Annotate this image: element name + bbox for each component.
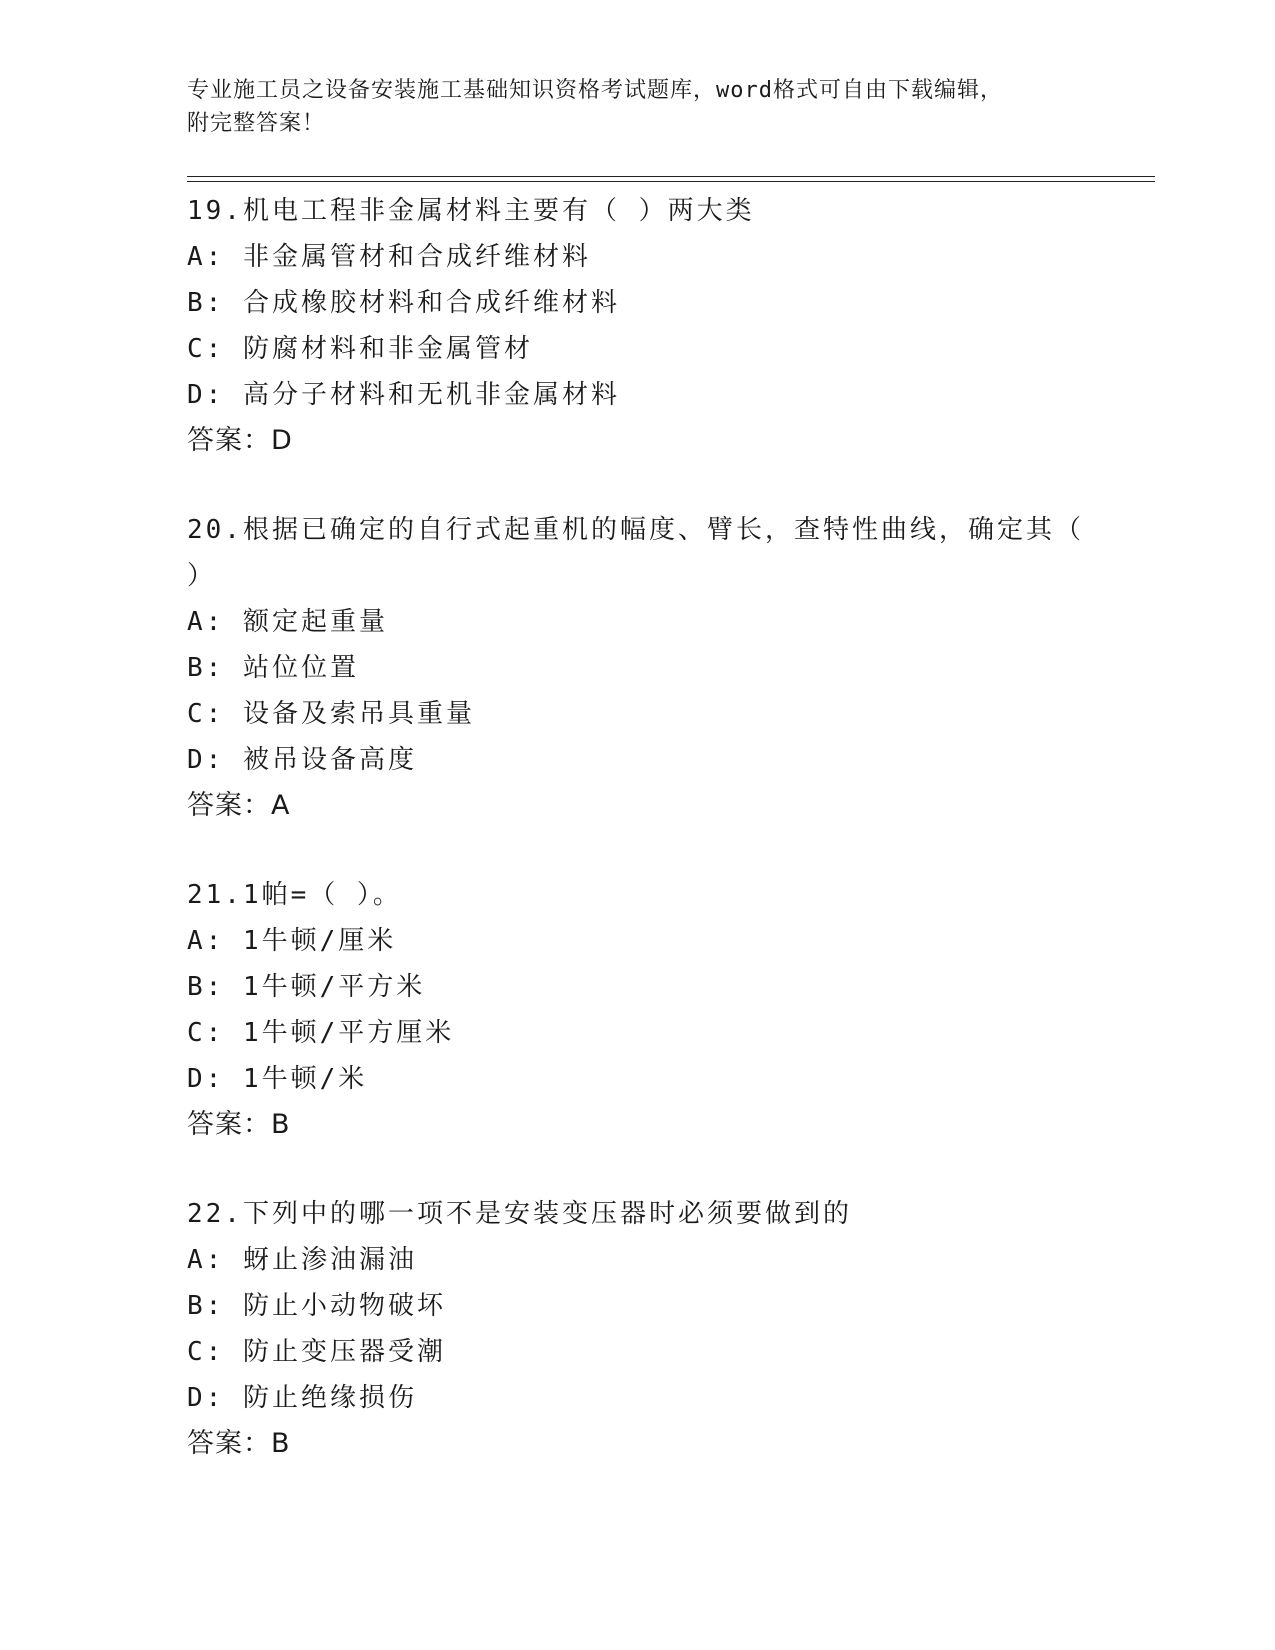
question-19 — [187, 188, 1087, 464]
option-c: C: 设备及索吊具重量 — [187, 699, 475, 729]
option-b: B: 1牛顿/平方米 — [187, 972, 426, 1002]
option-a: A: 蚜止渗油漏油 — [187, 1245, 417, 1275]
option-b: B: 防止小动物破坏 — [187, 1291, 446, 1321]
answer-text: 答案：D — [187, 425, 293, 456]
option-c: C: 1牛顿/平方厘米 — [187, 1018, 455, 1048]
header-line-2: 附完整答案！ — [187, 111, 326, 136]
answer-text: 答案：A — [187, 790, 291, 821]
question-20 — [187, 507, 1087, 829]
option-a: A: 额定起重量 — [187, 607, 388, 637]
option-b: B: 站位位置 — [187, 653, 359, 683]
option-c: C: 防腐材料和非金属管材 — [187, 334, 533, 364]
header-divider-bottom — [187, 181, 1155, 182]
header-line-1: 专业施工员之设备安装施工基础知识资格考试题库，word格式可自由下载编辑， — [187, 78, 1003, 103]
option-d: D: 高分子材料和无机非金属材料 — [187, 380, 620, 410]
question-title: 20.根据已确定的自行式起重机的幅度、臂长，查特性曲线，确定其（ ） — [187, 515, 1084, 591]
answer-text: 答案：B — [187, 1428, 291, 1459]
option-a: A: 非金属管材和合成纤维材料 — [187, 242, 591, 272]
option-d: D: 1牛顿/米 — [187, 1064, 368, 1094]
option-d: D: 防止绝缘损伤 — [187, 1383, 417, 1413]
question-22 — [187, 1191, 1087, 1467]
option-c: C: 防止变压器受潮 — [187, 1337, 446, 1367]
option-a: A: 1牛顿/厘米 — [187, 926, 397, 956]
answer-text: 答案：B — [187, 1109, 291, 1140]
header-divider-top — [187, 176, 1155, 177]
option-d: D: 被吊设备高度 — [187, 745, 417, 775]
question-title: 22.下列中的哪一项不是安装变压器时必须要做到的 — [187, 1199, 852, 1229]
question-21 — [187, 872, 1087, 1148]
document-header — [187, 74, 1087, 140]
question-title: 19.机电工程非金属材料主要有（ ）两大类 — [187, 196, 755, 226]
question-title: 21.1帕=（ ）。 — [187, 880, 402, 910]
option-b: B: 合成橡胶材料和合成纤维材料 — [187, 288, 620, 318]
